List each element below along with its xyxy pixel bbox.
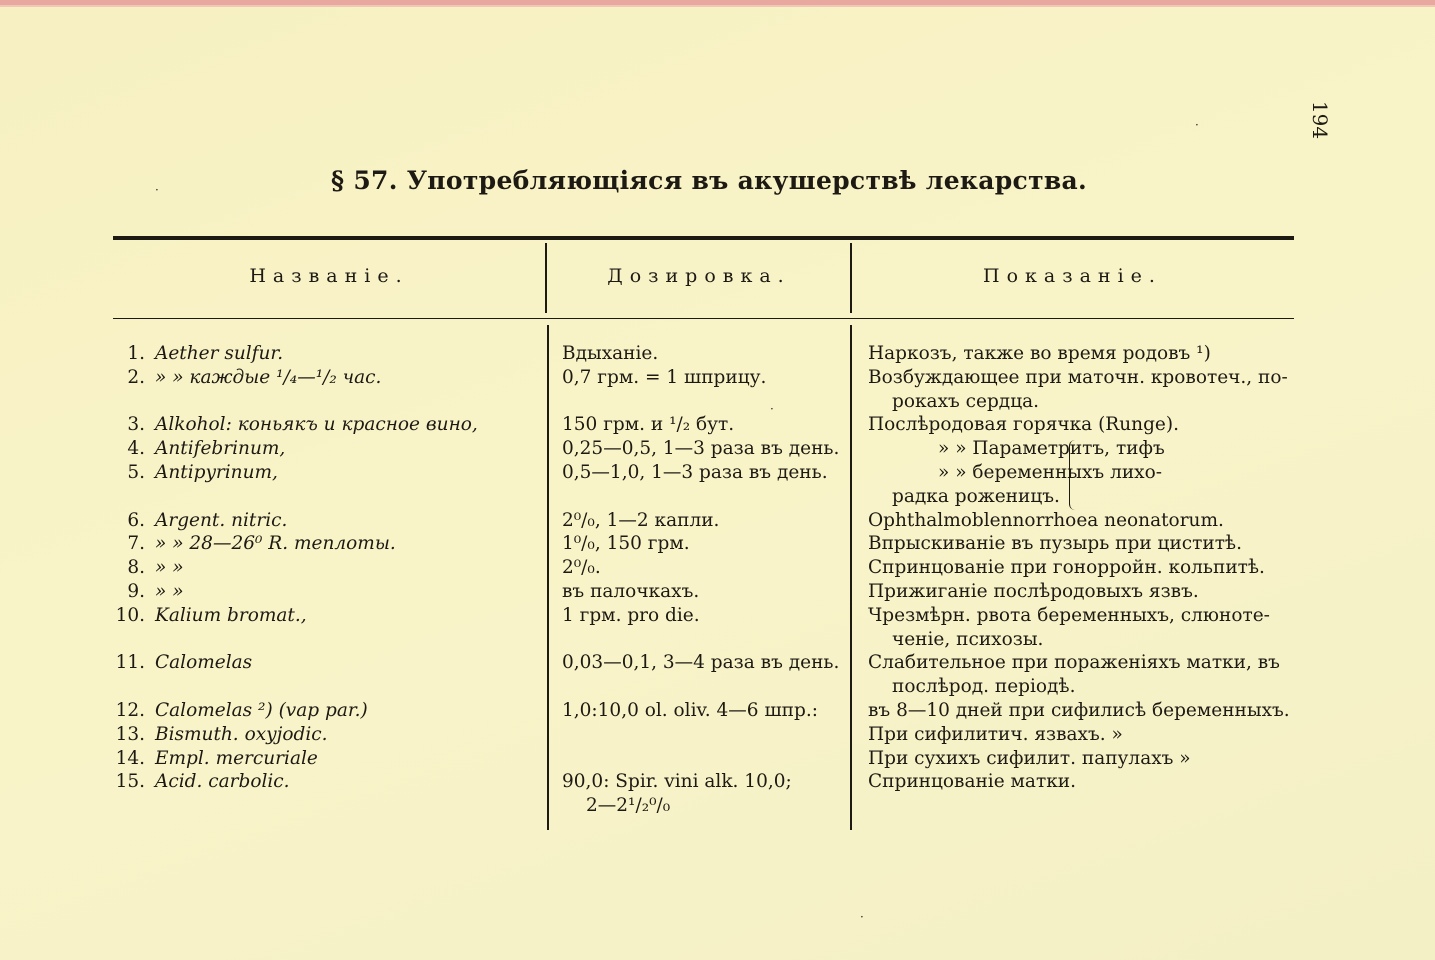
- dosage-cell: 90,0: Spir. vini alk. 10,0;: [562, 771, 792, 793]
- indication-cell: Чрезмѣрн. рвота беременныхъ, слюноте-: [868, 604, 1270, 626]
- dosage-cell: [562, 628, 850, 652]
- page-top-edge-shade: [0, 5, 1435, 7]
- row-number: 10.: [115, 604, 145, 626]
- name-row: [100, 604, 545, 628]
- dosage-cell: 1,0:10,0 ol. oliv. 4—6 шпр.:: [562, 699, 818, 721]
- dosage-cell: 150 грм. и ¹/₂ бут.: [562, 414, 735, 436]
- name-row: [100, 413, 545, 437]
- name-row: [100, 532, 545, 556]
- row-number: 6.: [127, 509, 145, 531]
- name-row: [100, 747, 545, 771]
- row-number: 14.: [115, 747, 145, 769]
- indication-cell: Слабительное при пораженіяхъ матки, въ: [868, 652, 1280, 674]
- paper-speck: ·: [1195, 118, 1199, 132]
- table-header-rule: [113, 318, 1294, 319]
- dosage-cell: 2⁰/₀.: [562, 557, 601, 579]
- indication-cell: Наркозъ, также во время родовъ ¹): [868, 343, 1211, 364]
- name-row: [100, 675, 545, 699]
- indication-cell: Ophthalmoblennorrhoea neonatorum.: [868, 509, 1224, 531]
- row-number: 13.: [115, 723, 145, 745]
- column-names: [100, 342, 545, 794]
- name-row: [100, 770, 545, 794]
- name-row: [100, 366, 545, 390]
- indication-cell: » » Параметритъ, тифъ: [938, 438, 1165, 460]
- drug-name: Bismuth. oxyjodic.: [155, 723, 328, 745]
- row-number: 11.: [115, 652, 145, 674]
- dosage-cell: [562, 390, 850, 414]
- header-name: Названіе.: [249, 265, 409, 287]
- row-number: 4.: [127, 438, 145, 460]
- indication-cell: въ 8—10 дней при сифилисѣ беременныхъ.: [868, 699, 1290, 721]
- dosage-cell: [562, 723, 850, 747]
- name-row: [100, 461, 545, 485]
- indication-cell: Спринцованіе матки.: [868, 771, 1076, 793]
- dosage-cell: 0,5—1,0, 1—3 раза въ день.: [562, 461, 828, 483]
- dosage-cell: [562, 747, 850, 771]
- dosage-cell: въ палочкахъ.: [562, 580, 700, 602]
- name-row: [100, 390, 545, 414]
- indication-cell: При сифилитич. язвахъ. »: [868, 723, 1123, 745]
- grouping-brace: [1069, 440, 1080, 510]
- indication-cell: рокахъ сердца.: [892, 390, 1040, 412]
- indication-cell: ченіе, психозы.: [892, 628, 1044, 650]
- indication-cell: радка роженицъ.: [892, 485, 1060, 507]
- drug-name: Argent. nitric.: [155, 509, 288, 531]
- dosage-cell: 2—2¹/₂⁰/₀: [586, 795, 671, 817]
- column-dosages: [562, 342, 850, 818]
- drug-name: » » каждые ¹/₄—¹/₂ час.: [155, 366, 382, 388]
- drug-name: » » 28—26⁰ R. теплоты.: [155, 533, 396, 555]
- dosage-cell: 1 грм. pro die.: [562, 604, 700, 626]
- header-indication: Показаніе.: [983, 265, 1162, 287]
- indication-cell: Спринцованіе при гонорройн. кольпитѣ.: [868, 557, 1265, 579]
- indication-cell: » » беременныхъ лихо-: [938, 461, 1162, 483]
- row-number: 9.: [127, 580, 145, 602]
- name-row: [100, 651, 545, 675]
- name-row: [100, 628, 545, 652]
- header-divider-1: [545, 243, 547, 313]
- paper-speck: ·: [860, 910, 864, 924]
- drug-name: » »: [155, 580, 184, 602]
- indication-cell: послѣрод. періодѣ.: [892, 676, 1076, 698]
- row-number: 1.: [127, 343, 145, 364]
- row-number: 12.: [115, 699, 145, 721]
- dosage-cell: 1⁰/₀, 150 грм.: [562, 533, 690, 555]
- drug-name: Kalium bromat.,: [155, 604, 307, 626]
- paper-speck: ·: [770, 402, 774, 416]
- indication-cell: Возбуждающее при маточн. кровотеч., по-: [868, 366, 1288, 388]
- name-row: [100, 699, 545, 723]
- table-top-rule: [113, 236, 1294, 240]
- name-row: [100, 580, 545, 604]
- row-number: 15.: [115, 771, 145, 793]
- header-dosage: Дозировка.: [607, 265, 791, 287]
- drug-name: Alkohol: коньякъ и красное вино,: [155, 414, 478, 436]
- drug-name: Empl. mercuriale: [155, 747, 318, 769]
- row-number: 3.: [127, 414, 145, 436]
- indication-cell: При сухихъ сифилит. папулахъ »: [868, 747, 1191, 769]
- indication-cell: Впрыскиваніе въ пузырь при циститѣ.: [868, 533, 1242, 555]
- dosage-cell: 0,25—0,5, 1—3 раза въ день.: [562, 438, 840, 460]
- column-indications: [868, 342, 1300, 794]
- drug-name: Antifebrinum,: [155, 438, 286, 460]
- section-title: § 57. Употребляющіяся въ акушерствѣ лекарства.: [330, 166, 1088, 195]
- name-row: [100, 342, 545, 366]
- drug-name: Calomelas: [155, 652, 253, 674]
- dosage-cell: 2⁰/₀, 1—2 капли.: [562, 509, 720, 531]
- row-number: 5.: [127, 461, 145, 483]
- name-row: [100, 437, 545, 461]
- page-number: 194: [1308, 100, 1332, 140]
- indication-cell: Послѣродовая горячка (Runge).: [868, 414, 1179, 436]
- paper-speck: ·: [155, 183, 159, 197]
- drug-name: Antipyrinum,: [155, 461, 278, 483]
- dosage-cell: 0,03—0,1, 3—4 раза въ день.: [562, 652, 840, 674]
- dosage-cell: [562, 675, 850, 699]
- name-row: [100, 509, 545, 533]
- row-number: 8.: [127, 557, 145, 579]
- name-row: [100, 485, 545, 509]
- name-row: [100, 723, 545, 747]
- dosage-cell: 0,7 грм. = 1 шприцу.: [562, 366, 767, 388]
- drug-name: Acid. carbolic.: [155, 771, 290, 793]
- column-divider-1: [547, 325, 549, 830]
- drug-name: Calomelas ²) (vap par.): [155, 699, 368, 721]
- row-number: 2.: [127, 366, 145, 388]
- dosage-cell: Вдыханіе.: [562, 343, 659, 364]
- row-number: 7.: [127, 533, 145, 555]
- drug-name: » »: [155, 557, 184, 579]
- drug-name: Aether sulfur.: [155, 343, 284, 364]
- indication-cell: Прижиганіе послѣродовыхъ язвъ.: [868, 580, 1199, 602]
- column-divider-2: [850, 325, 852, 830]
- dosage-cell: [562, 485, 850, 509]
- name-row: [100, 556, 545, 580]
